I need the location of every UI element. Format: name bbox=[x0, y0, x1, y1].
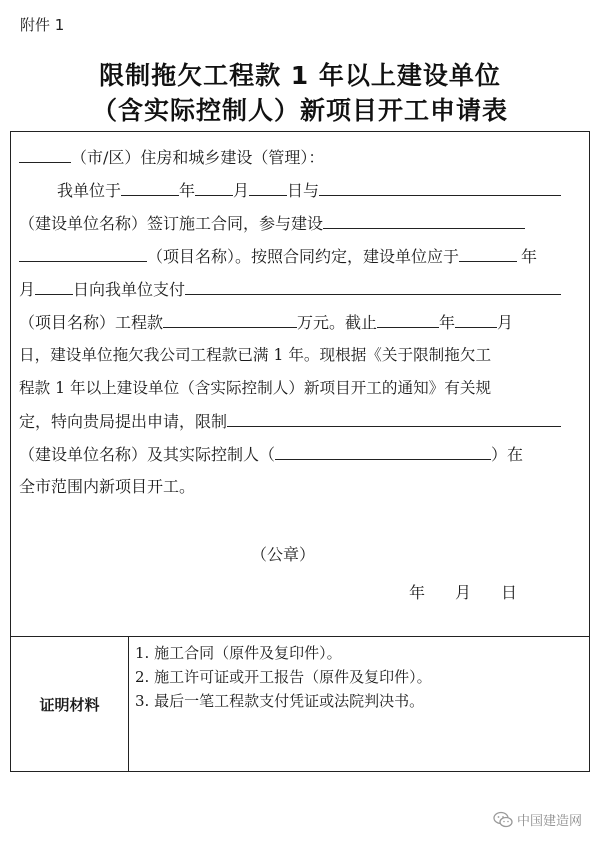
controller-blank[interactable] bbox=[275, 439, 491, 460]
payment-project-blank[interactable] bbox=[185, 274, 561, 295]
restriction-line: 定，特向贵局提出申请，限制 bbox=[19, 406, 583, 436]
party-name-blank[interactable] bbox=[319, 175, 561, 196]
body-text-line11: 全市范围内新项目开工。 bbox=[19, 477, 196, 496]
column-divider bbox=[128, 636, 129, 771]
amount-blank[interactable] bbox=[163, 307, 297, 328]
body-text-line7: 日，建设单位拖欠我公司工程款已满 1 年。现根据《关于限制拖欠工 bbox=[19, 346, 492, 364]
watermark bbox=[493, 810, 582, 829]
wechat-icon bbox=[493, 811, 513, 829]
year-blank[interactable] bbox=[121, 175, 179, 196]
form-title-line1: 限制拖欠工程款 1 年以上建设单位 bbox=[99, 61, 501, 90]
restricted-unit-blank[interactable] bbox=[227, 406, 561, 427]
watermark-text: 中国建造网 bbox=[516, 814, 582, 829]
attachment-label: 附件 1 bbox=[20, 16, 65, 34]
payment-line: 月 日向我单位支付 bbox=[19, 274, 583, 304]
official-seal-label: （公章） bbox=[251, 545, 316, 564]
form-title-line2: （含实际控制人）新项目开工申请表 bbox=[91, 96, 508, 125]
body-text-line8: 程款 1 年以上建设单位（含实际控制人）新项目开工的通知》有关规 bbox=[19, 379, 492, 397]
controller-line: （建设单位名称）及其实际控制人（ ）在 bbox=[19, 439, 583, 469]
material-item-2: 2. 施工许可证或开工报告（原件及复印件）。 bbox=[135, 668, 432, 686]
application-form-table bbox=[10, 131, 590, 772]
project-line: （建设单位名称）签订施工合同，参与建设 bbox=[19, 208, 583, 238]
payment-due-line: （项目名称）。按照合同约定，建设单位应于 年 bbox=[19, 241, 583, 271]
day-blank[interactable] bbox=[249, 175, 287, 196]
project-name-blank[interactable] bbox=[19, 241, 147, 262]
materials-label: 证明材料 bbox=[39, 696, 100, 714]
contract-date-line: 我单位于 年 月 日与 bbox=[19, 175, 583, 205]
material-item-1: 1. 施工合同（原件及复印件）。 bbox=[135, 644, 342, 662]
month-blank[interactable] bbox=[195, 175, 233, 196]
materials-list bbox=[135, 641, 432, 713]
addressee-line: （市/区）住房和城乡建设（管理）： bbox=[19, 142, 583, 172]
cutoff-year-blank[interactable] bbox=[377, 307, 439, 328]
due-year-blank[interactable] bbox=[459, 241, 517, 262]
city-blank[interactable] bbox=[19, 142, 71, 163]
signature-date: 年 月 日 bbox=[409, 583, 518, 602]
material-item-3: 3. 最后一笔工程款支付凭证或法院判决书。 bbox=[135, 692, 425, 710]
due-month-blank[interactable] bbox=[35, 274, 73, 295]
cutoff-month-blank[interactable] bbox=[455, 307, 497, 328]
amount-line: （项目名称）工程款 万元。截止 年 月 bbox=[19, 307, 583, 337]
project-blank[interactable] bbox=[323, 208, 525, 229]
